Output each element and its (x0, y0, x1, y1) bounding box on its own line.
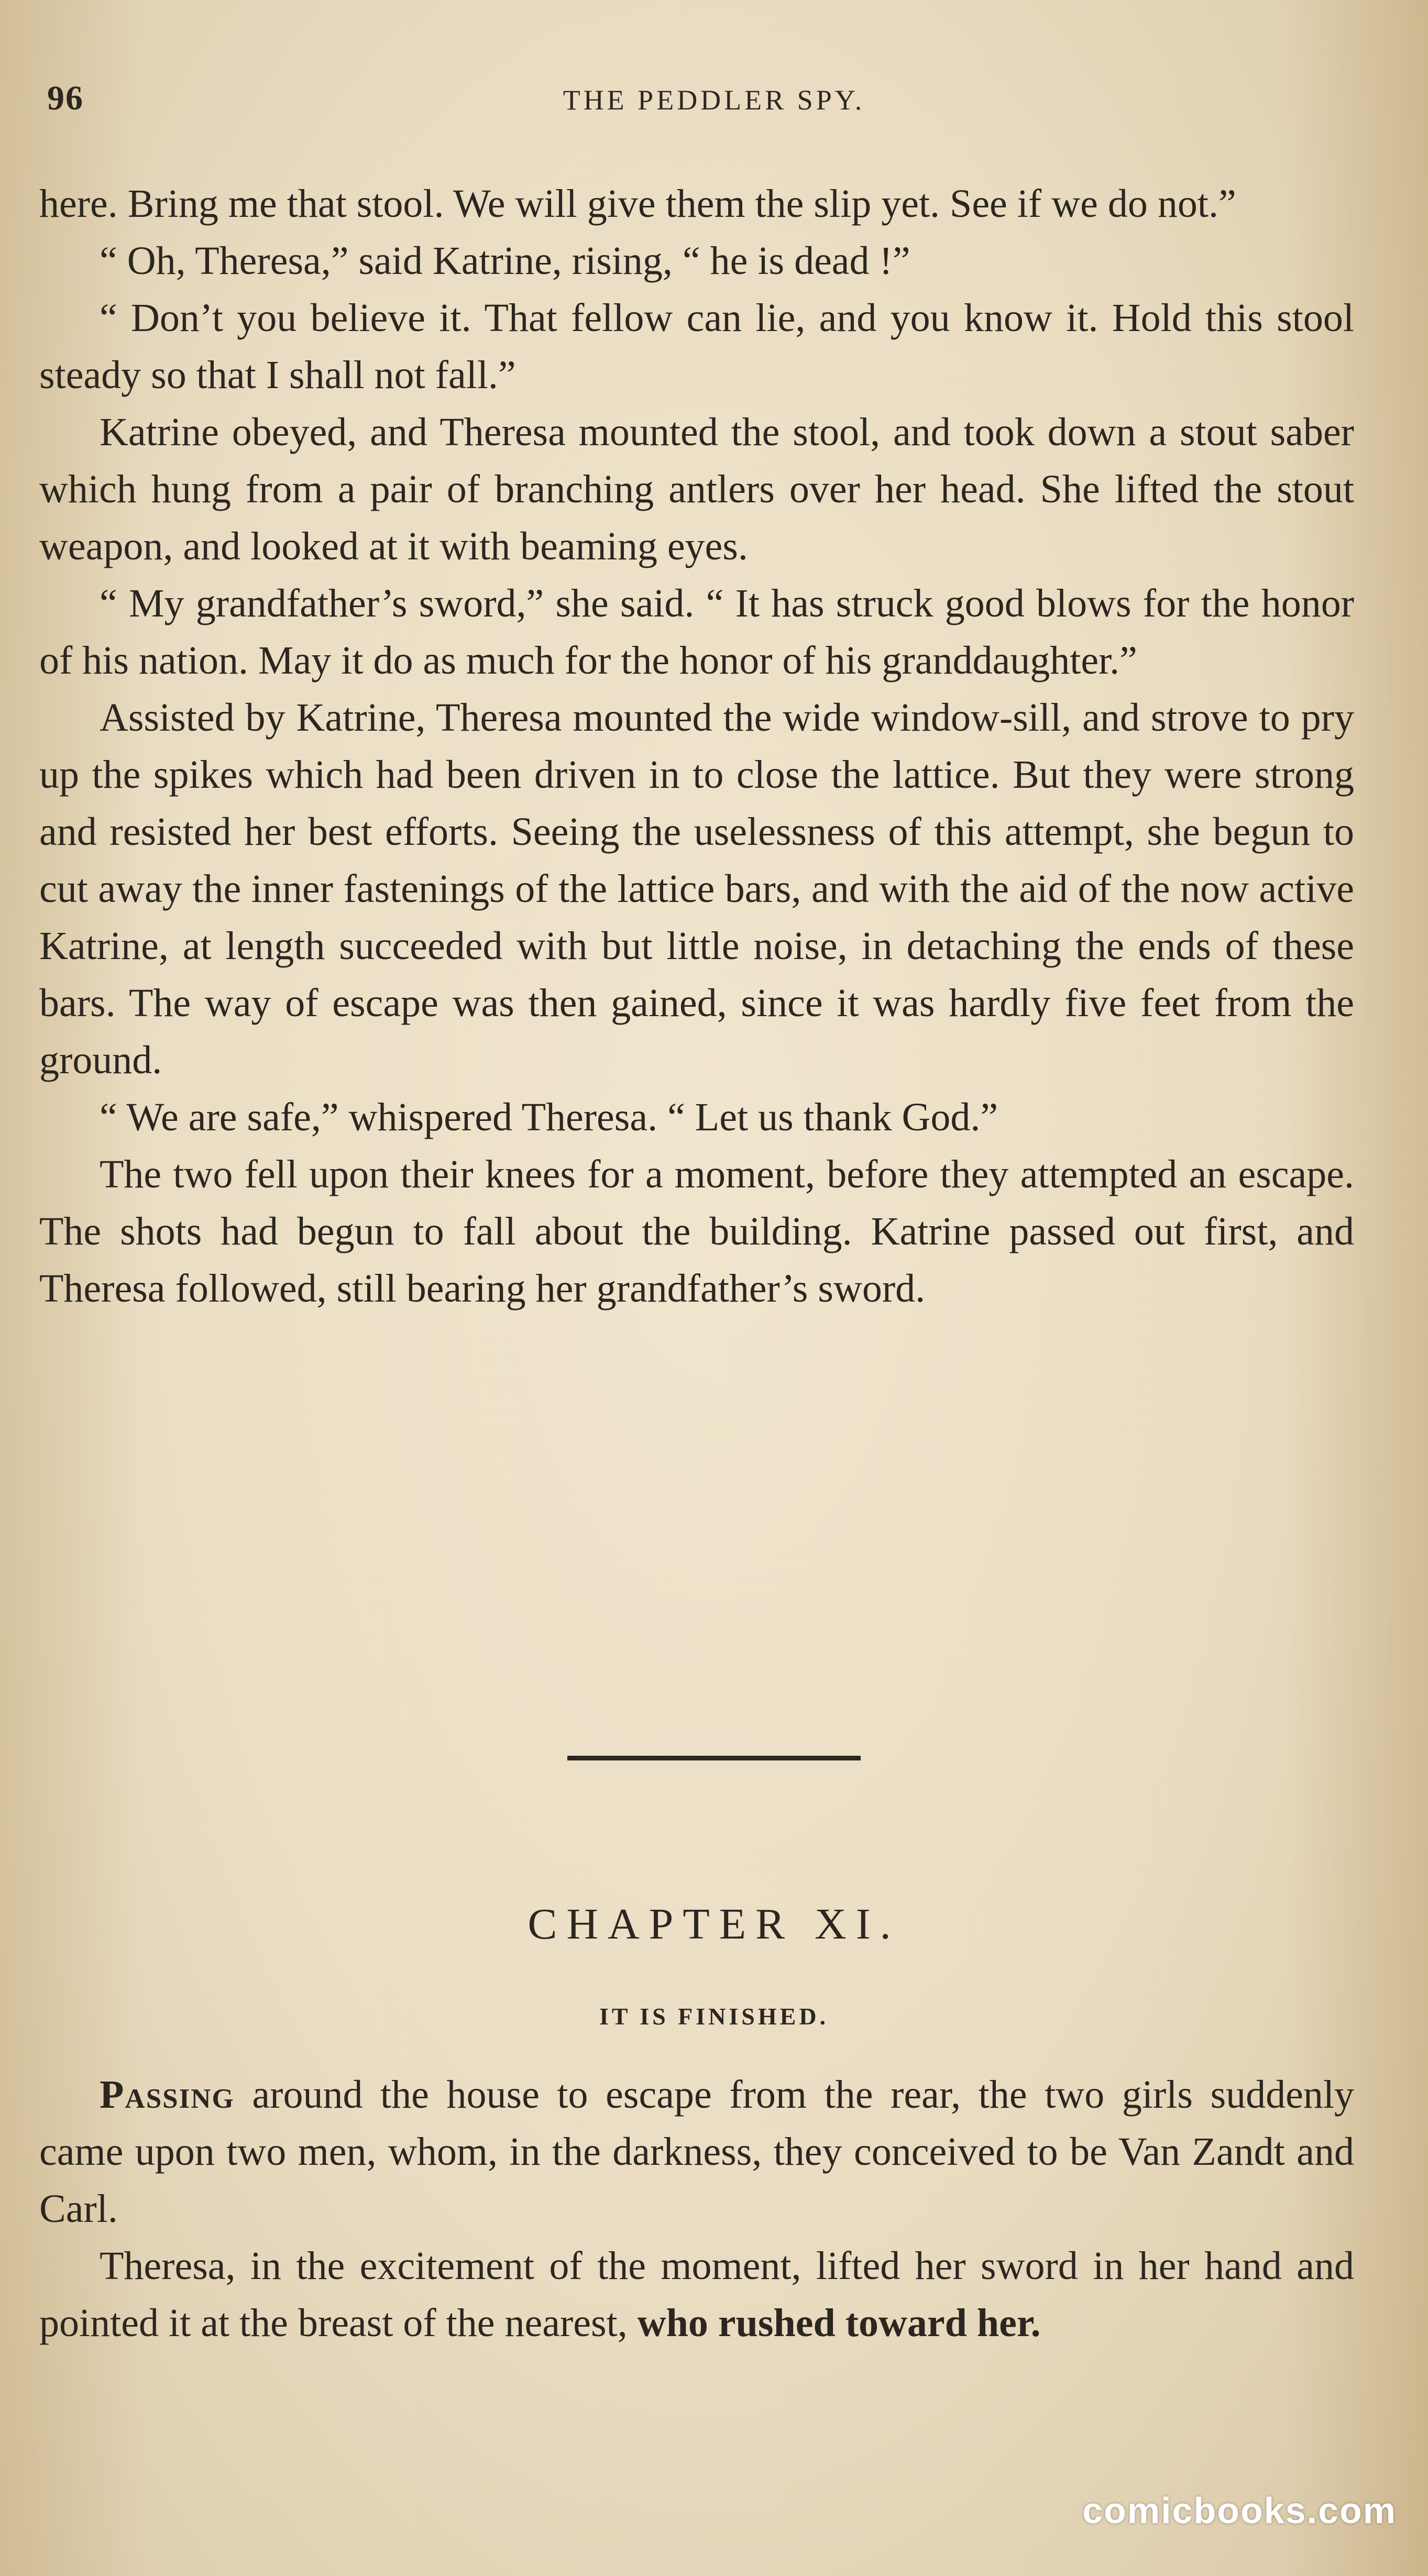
chapter-subtitle: IT IS FINISHED. (599, 2003, 829, 2030)
chapter-paragraph-2-tail: who rushed toward her. (637, 2301, 1041, 2345)
watermark-logo: comicbooks.com (1082, 2490, 1397, 2531)
chapter-title: CHAPTER XI. (528, 1900, 900, 1948)
page-header (47, 79, 1381, 120)
paragraph-4: Katrine obeyed, and Theresa mounted the stool, and took down a stout saber which hung from a pair of branching antlers over her head. She lifted the stout weapon, and looked at it with beaming eyes. (39, 410, 1354, 568)
paragraph-1: here. Bring me that stool. We will give them the slip yet. See if we do not.” (39, 182, 1236, 226)
paragraph-3: “ Don’t you believe it. That fellow can lie, and you know it. Hold this stool steady so that I shall not fall.” (39, 296, 1354, 397)
paragraph-5: “ My grandfather’s sword,” she said. “ It has struck good blows for the honor of his nation. May it do as much for the honor of his granddaughter.” (39, 581, 1354, 682)
chapter-paragraph-1-text: around the house to escape from the rear, the two girls suddenly came upon two men, whom, in the darkness, they conceived to be Van Zandt and Carl. (39, 2073, 1354, 2231)
divider-rule (567, 1756, 861, 1760)
paragraph-2: “ Oh, Theresa,” said Katrine, rising, “ he is dead !” (100, 239, 910, 283)
body-text (39, 175, 1354, 1317)
chapter-lead-word: Passing (100, 2073, 235, 2117)
chapter-paragraph-2 (39, 2238, 1354, 2352)
running-head: THE PEDDLER SPY. (563, 84, 865, 116)
chapter-paragraph-1 (39, 2066, 1354, 2238)
chapter-paragraph-2-text: Theresa, in the excitement of the moment, lifted her sword in her hand and pointed it at the breast of the nearest, (39, 2244, 1354, 2345)
paragraph-7: “ We are safe,” whispered Theresa. “ Let us thank God.” (100, 1095, 998, 1139)
paragraph-8: The two fell upon their knees for a moment, before they attempted an escape. The shots had begun to fall about the building. Katrine passed out first, and Theresa followed, still bearing her grandfather’s sword. (39, 1152, 1354, 1311)
chapter-text (39, 2066, 1354, 2352)
page-number: 96 (47, 79, 84, 117)
paragraph-6: Assisted by Katrine, Theresa mounted the wide window-sill, and strove to pry up the spikes which had been driven in to close the lattice. But they were strong and resisted her best efforts. Seeing the uselessness of this attempt, she begun to cut away the inner fastenings of the lattice bars, and with the aid of the now active Katrine, at length succeeded with but little noise, in detaching the ends of these bars. The way of escape was then gained, since it was hardly five feet from the ground. (39, 696, 1354, 1082)
section-divider (0, 1756, 1428, 1762)
